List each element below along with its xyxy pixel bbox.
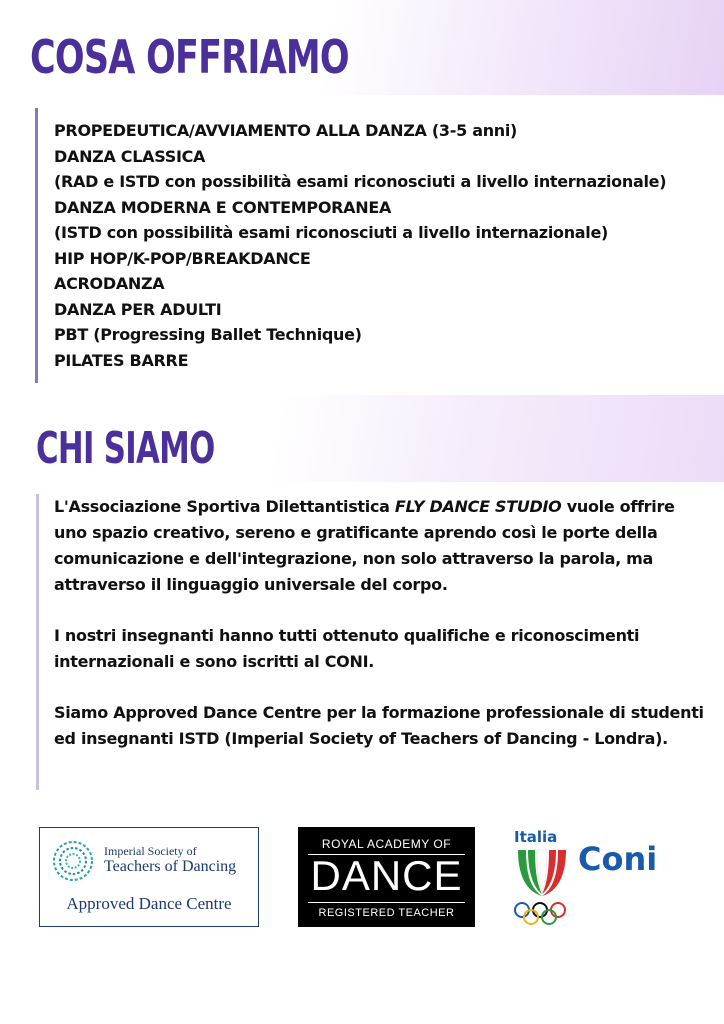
offer-list — [54, 118, 666, 373]
offer-item: (RAD e ISTD con possibilità esami riconosciuti a livello internazionale) — [54, 172, 667, 191]
offer-item: DANZA MODERNA E CONTEMPORANEA — [54, 197, 392, 217]
rad-dance-text: DANCE — [310, 852, 463, 899]
offer-title: COSA OFFRIAMO — [30, 30, 349, 84]
coni-italia-text: Italia — [514, 828, 558, 846]
about-p1-after: vuole offrire uno spazio creativo, sereno e gratificante aprendo così le porte della comunicazione e dell'integrazione, non solo attraverso la parola, ma attraverso il linguaggio universale del corpo. — [54, 497, 675, 594]
about-paragraph-3: Siamo Approved Dance Centre per la formazione professionale di studenti ed insegnanti ISTD (Imperial Society of Teachers of Dancing - Londra). — [54, 703, 704, 748]
coni-word-text: Coni — [578, 840, 658, 878]
coni-logo — [510, 828, 680, 933]
istd-approved-label: Approved Dance Centre — [66, 894, 232, 913]
offer-item: PROPEDEUTICA/AVVIAMENTO ALLA DANZA (3-5 anni) — [54, 121, 518, 140]
rad-top-text: ROYAL ACADEMY OF — [321, 837, 452, 851]
rad-logo — [298, 827, 475, 927]
offer-item: PILATES BARRE — [54, 350, 189, 370]
istd-name-line-1: Imperial Society of — [104, 844, 197, 858]
rad-rule-bottom — [308, 902, 465, 903]
about-paragraph-2: I nostri insegnanti hanno tutti ottenuto qualifiche e riconoscimenti internazionali e sono iscritti al CONI. — [54, 626, 640, 671]
about-text — [54, 494, 704, 777]
offer-item: (ISTD con possibilità esami riconosciuti a livello internazionale) — [54, 223, 609, 242]
about-p1-before: L'Associazione Sportiva Dilettantistica — [54, 497, 395, 516]
about-title: CHI SIAMO — [36, 423, 215, 474]
istd-name — [104, 844, 236, 876]
offer-item: HIP HOP/K-POP/BREAKDANCE — [54, 248, 311, 268]
about-divider — [36, 494, 39, 790]
istd-name-line-2: Teachers of Dancing — [104, 858, 237, 875]
offer-divider — [35, 108, 38, 383]
about-paragraph-1 — [54, 494, 704, 598]
offer-item: ACRODANZA — [54, 274, 165, 293]
offer-item: DANZA CLASSICA — [54, 146, 206, 166]
italian-flag-icon — [514, 848, 570, 898]
istd-emblem-icon — [50, 838, 96, 884]
studio-name: FLY DANCE STUDIO — [394, 497, 562, 516]
istd-logo — [39, 827, 259, 927]
rad-bottom-text: REGISTERED TEACHER — [318, 907, 455, 919]
offer-item: DANZA PER ADULTI — [54, 299, 222, 319]
offer-item: PBT (Progressing Ballet Technique) — [54, 325, 362, 344]
olympic-rings-icon — [512, 900, 572, 930]
